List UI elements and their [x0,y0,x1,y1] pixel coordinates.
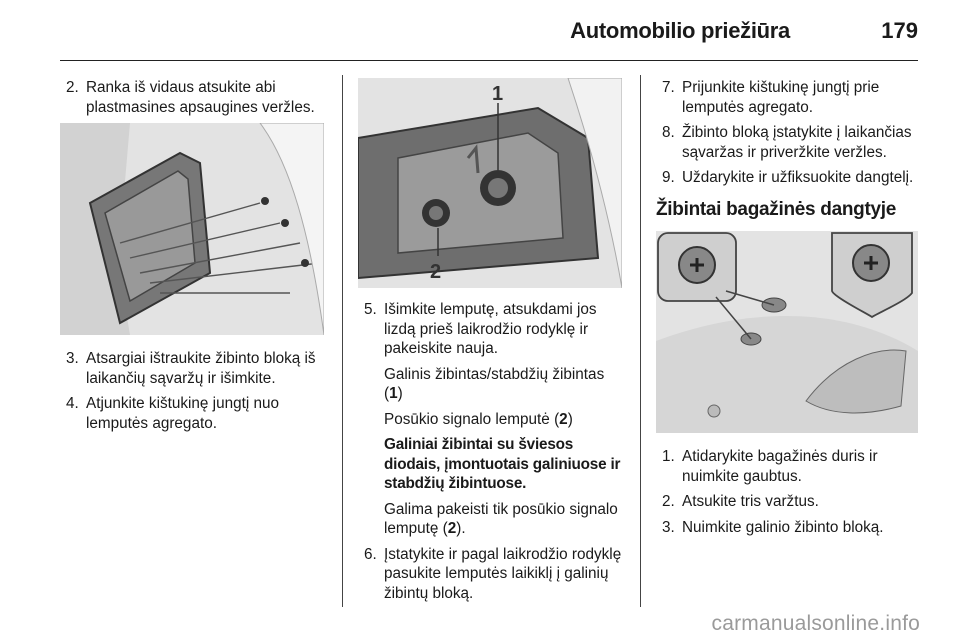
column-3 [656,78,926,543]
tailgate-lights-illustration [656,231,918,433]
bulb-note-tail [358,365,626,404]
step-number: 3. [662,518,675,536]
tailgate-step-2 [656,492,926,512]
column-1 [60,78,328,439]
step-text: Atsargiai ištraukite žibinto bloką iš laikančių sąvaržų ir išimkite. [86,350,316,387]
note-text: ) [567,410,573,428]
step-number: 3. [66,350,79,367]
step-text: Nuimkite galinio žibinto bloką. [682,518,884,536]
step-text: Įstatykite ir pagal laikrodžio rodyklę pasukite lemputės laikiklį į galinių žibintų bloką. [384,545,622,602]
step-6 [358,545,626,604]
header-rule [60,60,918,61]
step-number: 5. [364,301,377,318]
step-3 [60,349,328,388]
step-number: 7. [662,79,675,96]
step-2 [60,78,328,117]
note-text: Galima pakeisti tik posūkio signalo lemputę ( [384,500,618,537]
step-4 [60,394,328,433]
step-text: Atjunkite kištukinę jungtį nuo lemputės agregato. [86,395,280,432]
tailgate-step-1 [656,447,926,486]
note-ref: 2 [559,410,568,428]
step-text: Prijunkite kištukinę jungtį prie lemputės agregato. [682,79,880,116]
callout-2: 2 [430,261,442,283]
led-note-heading: Galiniai žibintai su šviesos diodais, įmontuotais galiniuose ir stabdžių žibintuose. [384,436,621,492]
step-5 [358,300,626,359]
column-2 [358,78,626,609]
tail-light-removal-illustration [60,123,324,335]
step-text: Uždarykite ir užfiksuokite dangtelį. [682,169,914,186]
step-number: 2. [662,493,675,510]
section-heading: Žibintai bagažinės dangtyje [656,198,896,220]
step-7 [656,78,926,117]
note-ref: 1 [389,385,398,402]
watermark: carmanualsonline.info [711,612,920,635]
note-ref: 2 [447,520,457,537]
page-number: 179 [881,18,918,43]
step-number: 1. [662,448,675,465]
column-divider-1 [342,75,343,607]
note-text: ). [456,520,466,537]
column-divider-2 [640,75,641,607]
bulb-note-turn [358,410,626,430]
step-number: 9. [662,169,675,186]
note-text: Posūkio signalo lemputė ( [384,410,560,428]
step-text: Atsukite tris varžtus. [682,493,819,510]
step-text: Žibinto bloką įstatykite į laikančias sąvaržas ir priveržkite veržles. [682,124,912,161]
step-8 [656,123,926,162]
callout-1: 1 [492,83,504,105]
step-number: 6. [364,545,377,563]
tailgate-step-3 [656,518,926,538]
page-title: Automobilio priežiūra [570,18,790,43]
step-text: Ranka iš vidaus atsukite abi plastmasines apsaugines veržles. [86,79,315,116]
step-number: 8. [662,124,675,141]
bulb-holder-illustration [358,78,622,288]
step-9 [656,168,926,188]
step-number: 2. [66,79,79,96]
step-text: Atidarykite bagažinės duris ir nuimkite gaubtus. [682,448,878,485]
note-text: ) [397,385,403,402]
step-text: Išimkite lemputę, atsukdami jos lizdą prieš laikrodžio rodyklę ir pakeiskite nauja. [384,301,597,357]
led-note-text [358,500,626,539]
note-text: Galinis žibintas/stabdžių žibintas ( [384,365,605,402]
step-number: 4. [66,395,79,412]
